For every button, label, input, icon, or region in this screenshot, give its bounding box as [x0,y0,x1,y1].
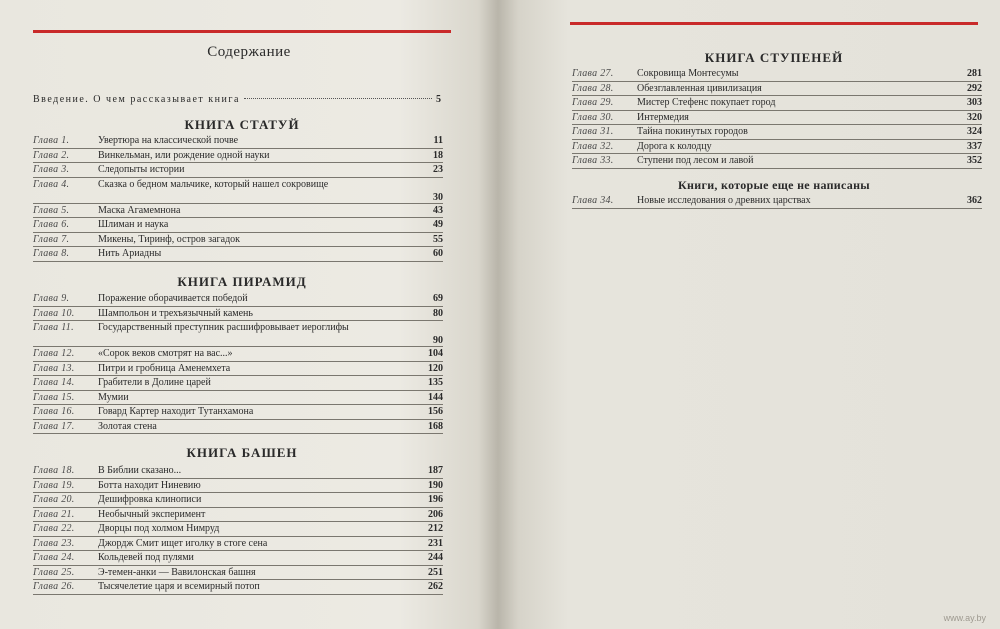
chapter-entry [33,493,443,508]
chapter-title: Дорога к колодцу [637,140,712,152]
chapter-entry [33,134,443,149]
row-underline [572,208,982,209]
chapter-page: 90 [433,335,443,346]
chapter-title: Нить Ариадны [98,248,162,259]
intro-entry [33,94,441,105]
chapter-title: Ботта находит Ниневию [98,479,201,491]
chapter-list-unwritten [572,194,982,209]
chapter-number: Глава 12. [33,348,75,359]
chapter-page: 324 [967,126,982,137]
chapter-title: «Сорок веков смотрят на вас...» [98,348,233,359]
chapter-page: 231 [428,537,443,549]
chapter-number: Глава 22. [33,523,75,534]
chapter-page: 168 [428,420,443,432]
chapter-entry [33,321,443,347]
chapter-number: Глава 17. [33,420,75,432]
chapter-entry [33,247,443,262]
chapter-title: Винкельман, или рождение одной науки [98,149,270,161]
dot-leader [244,98,432,99]
chapter-page: 190 [428,479,443,491]
chapter-page: 244 [428,552,443,563]
chapter-entry [572,140,982,155]
chapter-page: 292 [967,82,982,94]
chapter-number: Глава 6. [33,219,70,230]
chapter-title: Ступени под лесом и лавой [637,155,754,166]
chapter-entry [33,537,443,552]
chapter-entry [33,233,443,248]
chapter-entry [572,67,982,82]
chapter-title: Золотая стена [98,420,157,432]
book-heading-statues: КНИГА СТАТУЙ [184,117,300,132]
chapter-page: 206 [428,508,443,520]
chapter-title: Шампольон и трехъязычный камень [98,307,253,319]
chapter-entry [33,204,443,219]
chapter-number: Глава 26. [33,581,75,592]
chapter-title: Дешифровка клинописи [98,494,202,505]
chapter-entry [33,566,443,581]
row-underline [572,168,982,169]
intro-label: Введение. О чем рассказывает книга [33,94,240,105]
red-rule-top [570,22,978,25]
chapter-number: Глава 10. [33,307,75,319]
chapter-title: Шлиман и наука [98,219,169,230]
chapter-number: Глава 34. [572,195,614,206]
chapter-entry [572,82,982,97]
chapter-entry [33,405,443,420]
chapter-number: Глава 8. [33,248,70,259]
chapter-list-statues [33,134,443,262]
chapter-entry [33,347,443,362]
chapter-entry [33,522,443,537]
chapter-page: 80 [433,307,443,319]
chapter-page: 49 [433,219,443,230]
chapter-title: Микены, Тиринф, остров загадок [98,233,241,245]
chapter-page: 262 [428,581,443,592]
chapter-number: Глава 18. [33,465,75,476]
chapter-list-pyramids [33,292,443,434]
chapter-entry [572,96,982,111]
chapter-page: 303 [967,97,982,108]
chapter-number: Глава 24. [33,552,75,563]
chapter-number: Глава 16. [33,406,75,417]
chapter-number: Глава 14. [33,377,75,388]
book-heading-towers: КНИГА БАШЕН [186,445,298,460]
book-heading-steps: КНИГА СТУПЕНЕЙ [704,50,844,65]
chapter-number: Глава 2. [33,149,70,161]
chapter-title: Государственный преступник расшифровывает иероглифы [98,322,349,333]
chapter-page: 69 [433,293,443,304]
chapter-number: Глава 15. [33,391,75,403]
chapter-number: Глава 28. [572,82,614,94]
chapter-entry [572,154,982,169]
chapter-title: Маска Агамемнона [98,204,181,216]
toc-title: Содержание [207,44,291,60]
chapter-entry [33,551,443,566]
chapter-list-towers [33,464,443,595]
chapter-page: 104 [428,348,443,359]
chapter-number: Глава 25. [33,566,75,578]
chapter-number: Глава 1. [33,135,70,146]
chapter-entry [33,362,443,377]
chapter-title: Мистер Стефенс покупает город [637,97,776,108]
watermark: www.ay.by [943,613,986,623]
chapter-page: 60 [433,248,443,259]
chapter-title: Тайна покинутых городов [637,126,748,137]
chapter-page: 43 [433,204,443,216]
chapter-number: Глава 7. [33,233,70,245]
chapter-page: 18 [433,149,443,161]
chapter-title: Питри и гробница Аменемхета [98,362,231,374]
chapter-title: Увертюра на классической почве [98,135,239,146]
chapter-page: 352 [967,155,982,166]
chapter-page: 55 [433,233,443,245]
chapter-page: 120 [428,362,443,374]
chapter-page: 251 [428,566,443,578]
chapter-title: Грабители в Долине царей [98,377,211,388]
chapter-page: 11 [433,135,443,146]
chapter-page: 156 [428,406,443,417]
left-page [0,0,498,629]
chapter-number: Глава 20. [33,494,75,505]
book-heading-pyramids: КНИГА ПИРАМИД [177,274,307,289]
chapter-number: Глава 11. [33,322,74,333]
chapter-number: Глава 29. [572,97,614,108]
chapter-entry [33,508,443,523]
chapter-entry [33,163,443,178]
chapter-entry [33,307,443,322]
chapter-entry [33,218,443,233]
chapter-entry [33,580,443,595]
chapter-title: Сокровища Монтесумы [637,68,739,79]
chapter-entry [33,149,443,164]
chapter-title: Говард Картер находит Тутанхамона [98,406,254,417]
chapter-entry [33,420,443,435]
chapter-page: 337 [967,140,982,152]
chapter-number: Глава 31. [572,126,614,137]
row-underline [33,261,443,262]
chapter-number: Глава 3. [33,164,70,175]
chapter-page: 187 [428,465,443,476]
chapter-page: 362 [967,195,982,206]
chapter-list-steps [572,67,982,169]
chapter-entry [572,125,982,140]
chapter-title: Поражение оборачивается победой [98,293,248,304]
book-heading-unwritten: Книги, которые еще не написаны [678,178,870,192]
chapter-number: Глава 30. [572,111,614,123]
chapter-page: 281 [967,68,982,79]
chapter-page: 23 [433,164,443,175]
chapter-number: Глава 13. [33,362,75,374]
chapter-title: Джордж Смит ищет иголку в стоге сена [98,537,268,549]
chapter-title: Дворцы под холмом Нимруд [98,523,220,534]
chapter-number: Глава 21. [33,508,75,520]
chapter-number: Глава 23. [33,537,75,549]
chapter-page: 30 [433,191,443,203]
red-rule-top [33,30,451,33]
chapter-entry [33,464,443,479]
chapter-title: Следопыты истории [98,164,185,175]
chapter-number: Глава 5. [33,204,70,216]
chapter-number: Глава 9. [33,293,70,304]
chapter-title: В Библии сказано... [98,465,182,476]
chapter-number: Глава 27. [572,68,614,79]
chapter-entry [572,111,982,126]
chapter-title: Необычный эксперимент [98,508,206,520]
chapter-title: Э-темен-анки — Вавилонская башня [98,566,256,578]
chapter-title: Мумии [98,391,129,403]
chapter-page: 212 [428,523,443,534]
chapter-title: Тысячелетие царя и всемирный потоп [98,581,260,592]
chapter-title: Сказка о бедном мальчике, который нашел сокровище [98,178,329,190]
row-underline [33,433,443,434]
chapter-number: Глава 33. [572,155,614,166]
chapter-entry [33,178,443,204]
chapter-title: Кольдевей под пулями [98,552,194,563]
chapter-entry [33,391,443,406]
chapter-page: 135 [428,377,443,388]
chapter-entry [572,194,982,209]
chapter-entry [33,376,443,391]
chapter-number: Глава 32. [572,140,614,152]
chapter-page: 144 [428,391,443,403]
chapter-number: Глава 19. [33,479,75,491]
chapter-number: Глава 4. [33,178,70,190]
chapter-page: 196 [428,494,443,505]
chapter-page: 320 [967,111,982,123]
chapter-entry [33,479,443,494]
chapter-title: Обезглавленная цивилизация [637,82,762,94]
chapter-title: Новые исследования о древних царствах [637,195,811,206]
row-underline [33,594,443,595]
chapter-entry [33,292,443,307]
intro-page: 5 [436,94,441,105]
chapter-title: Интермедия [637,111,689,123]
